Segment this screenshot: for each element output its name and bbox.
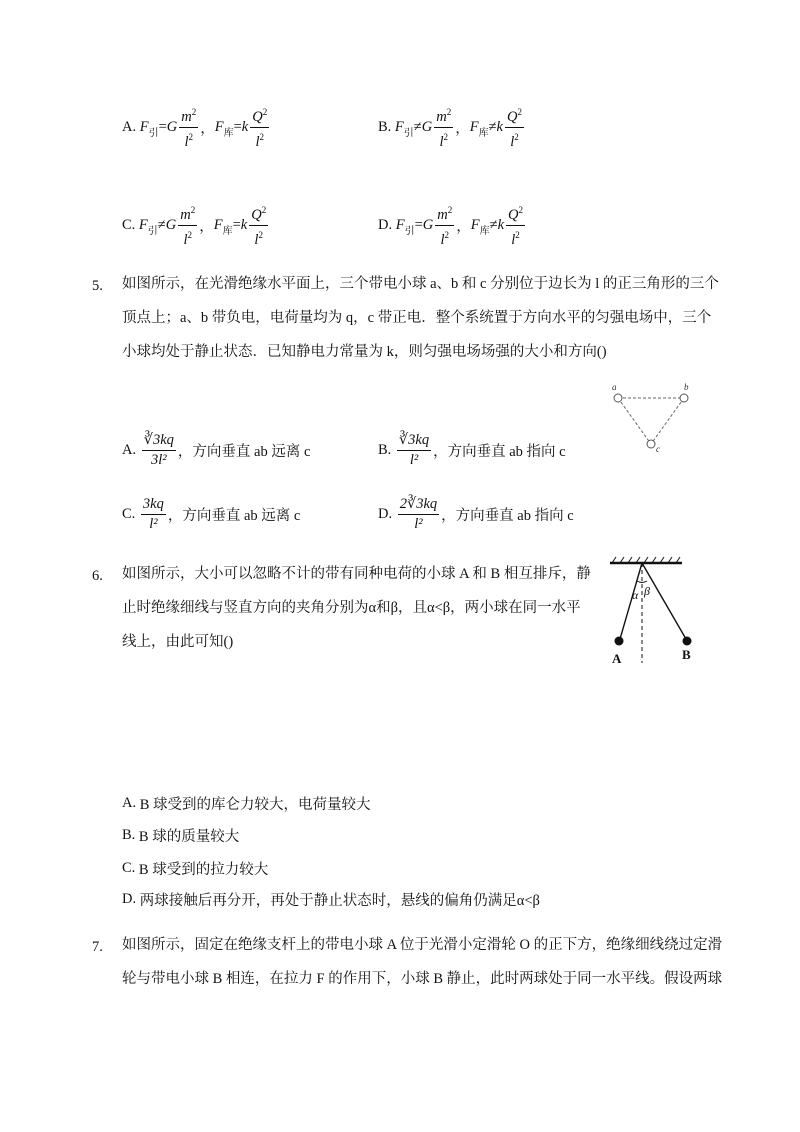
relation: = <box>414 216 423 233</box>
label-ball-a: A <box>612 651 622 666</box>
option-letter: C. <box>122 860 136 876</box>
question-number-5: 5. <box>92 278 103 294</box>
option-text: ，方向垂直 ab 远离 c <box>167 508 301 524</box>
q7-stem-line-2: 轮与带电小球 B 相连，在拉力 F 的作用下，小球 B 静止，此时两球处于同一水平线。假设两球 <box>122 971 723 987</box>
option-text: ，方向垂直 ab 远离 c <box>177 444 311 460</box>
label-ball-b: B <box>682 647 691 662</box>
q5-option-b[interactable] <box>378 432 566 469</box>
option-text: ，方向垂直 ab 指向 c <box>441 508 574 524</box>
label-b: b <box>684 382 689 392</box>
ball-b <box>680 394 688 402</box>
option-text: B 球受到的库仑力较大，电荷量较大 <box>139 797 371 813</box>
q6-stem-line-3: 线上，由此可知() <box>122 634 234 650</box>
fraction: $\frac{Q^2}{l^2}$ <box>505 104 524 151</box>
symbol-f: F <box>139 118 149 135</box>
label-beta: β <box>644 584 650 598</box>
q5-option-d[interactable] <box>378 496 574 533</box>
q5-triangle-figure <box>606 378 696 456</box>
option-letter: B. <box>378 118 392 135</box>
option-letter: B. <box>378 442 392 458</box>
fraction: $\frac{Q^2}{l^2}$ <box>506 202 525 249</box>
q6-option-b[interactable] <box>122 825 239 846</box>
q4-option-d[interactable]: D. F 引 = G $\frac{m^2}{l^2}$ ， F 库 ≠ k $\frac{Q^2}{l^2}$ <box>378 202 527 249</box>
label-c: c <box>656 444 660 454</box>
fraction: $\frac{m^2}{l^2}$ <box>435 202 454 249</box>
option-letter: D. <box>122 891 137 907</box>
subscript: 引 <box>148 127 159 139</box>
option-letter: A. <box>122 795 137 811</box>
question-number-7: 7. <box>92 939 103 955</box>
q7-stem-line-1: 如图所示，固定在绝缘支杆上的带电小球 A 位于光滑小定滑轮 O 的正下方，绝缘细线绕过定滑 <box>122 937 723 953</box>
q5-option-c[interactable] <box>122 496 300 533</box>
option-letter: B. <box>122 827 136 843</box>
ball-b <box>683 637 692 646</box>
symbol-g: G <box>166 118 178 135</box>
fraction: $\frac{m^2}{l^2}$ <box>434 104 453 151</box>
q6-option-d[interactable] <box>122 889 540 910</box>
option-text: ，方向垂直 ab 指向 c <box>433 444 566 460</box>
option-text: B 球的质量较大 <box>138 829 240 845</box>
label-alpha: α <box>632 588 639 602</box>
relation: = <box>158 118 167 135</box>
ball-c <box>647 440 655 448</box>
relation: ≠ <box>413 118 422 135</box>
ball-a <box>615 637 624 646</box>
fraction: $\frac{m^2}{l^2}$ <box>179 104 198 151</box>
q4-option-b[interactable]: B. F 引 ≠ G $\frac{m^2}{l^2}$ ， F 库 ≠ k $\frac{Q^2}{l^2}$ <box>378 104 526 151</box>
q6-pendulum-figure <box>598 555 708 667</box>
q4-option-c[interactable]: C. F 引 ≠ G $\frac{m^2}{l^2}$ ， F 库 = k $\frac{Q^2}{l^2}$ <box>122 202 270 249</box>
q5-stem-line-1: 如图所示，在光滑绝缘水平面上，三个带电小球 a、b 和 c 分别位于边长为 l 的正三角形的三个 <box>122 276 719 292</box>
option-letter: C. <box>122 506 136 522</box>
fraction: $\frac{2∛3kq}{\text{l²}}$ <box>399 496 438 532</box>
option-letter: C. <box>122 216 136 233</box>
thread-a <box>620 563 642 639</box>
label-a: a <box>612 382 617 392</box>
fraction: $\frac{∛3kq}{\text{l²}}$ <box>398 432 430 468</box>
option-text: B 球受到的拉力较大 <box>138 862 269 878</box>
q6-stem-line-1: 如图所示，大小可以忽略不计的带有同种电荷的小球 A 和 B 相互排斥，静 <box>122 566 591 582</box>
fraction: $\frac{3kq}{\text{l²}}$ <box>142 496 164 532</box>
option-letter: D. <box>378 506 393 522</box>
fraction: $\frac{Q^2}{l^2}$ <box>250 104 269 151</box>
q4-option-a[interactable]: A. F 引 = G $\frac{m^2}{l^2}$ ， F 库 = k $\frac{Q^2}{l^2}$ <box>122 104 271 151</box>
fraction: $\frac{m^2}{l^2}$ <box>178 202 197 249</box>
option-text: 两球接触后再分开，再处于静止状态时，悬线的偏角仍满足α<β <box>139 893 540 909</box>
q5-stem-line-3: 小球均处于静止状态．已知静电力常量为 k，则匀强电场场强的大小和方向() <box>122 344 607 360</box>
option-letter: A. <box>122 118 137 135</box>
option-letter: A. <box>122 442 137 458</box>
question-number-6: 6. <box>92 568 103 584</box>
q6-option-a[interactable] <box>122 793 371 814</box>
thread-b <box>642 563 686 639</box>
option-letter: D. <box>378 216 393 233</box>
q6-stem-line-2: 止时绝缘细线与竖直方向的夹角分别为α和β，且α<β，两小球在同一水平 <box>122 600 581 616</box>
fraction: $\frac{Q^2}{l^2}$ <box>249 202 268 249</box>
q5-stem-line-2: 顶点上；a、b 带负电，电荷量均为 q，c 带正电．整个系统置于方向水平的匀强电场中，三个 <box>122 310 712 326</box>
ball-a <box>614 394 622 402</box>
relation: ≠ <box>157 216 166 233</box>
q6-option-c[interactable] <box>122 858 268 879</box>
q5-option-a[interactable] <box>122 432 310 469</box>
fraction: $\frac{∛3kq}{\text{3l²}}$ <box>143 432 174 468</box>
